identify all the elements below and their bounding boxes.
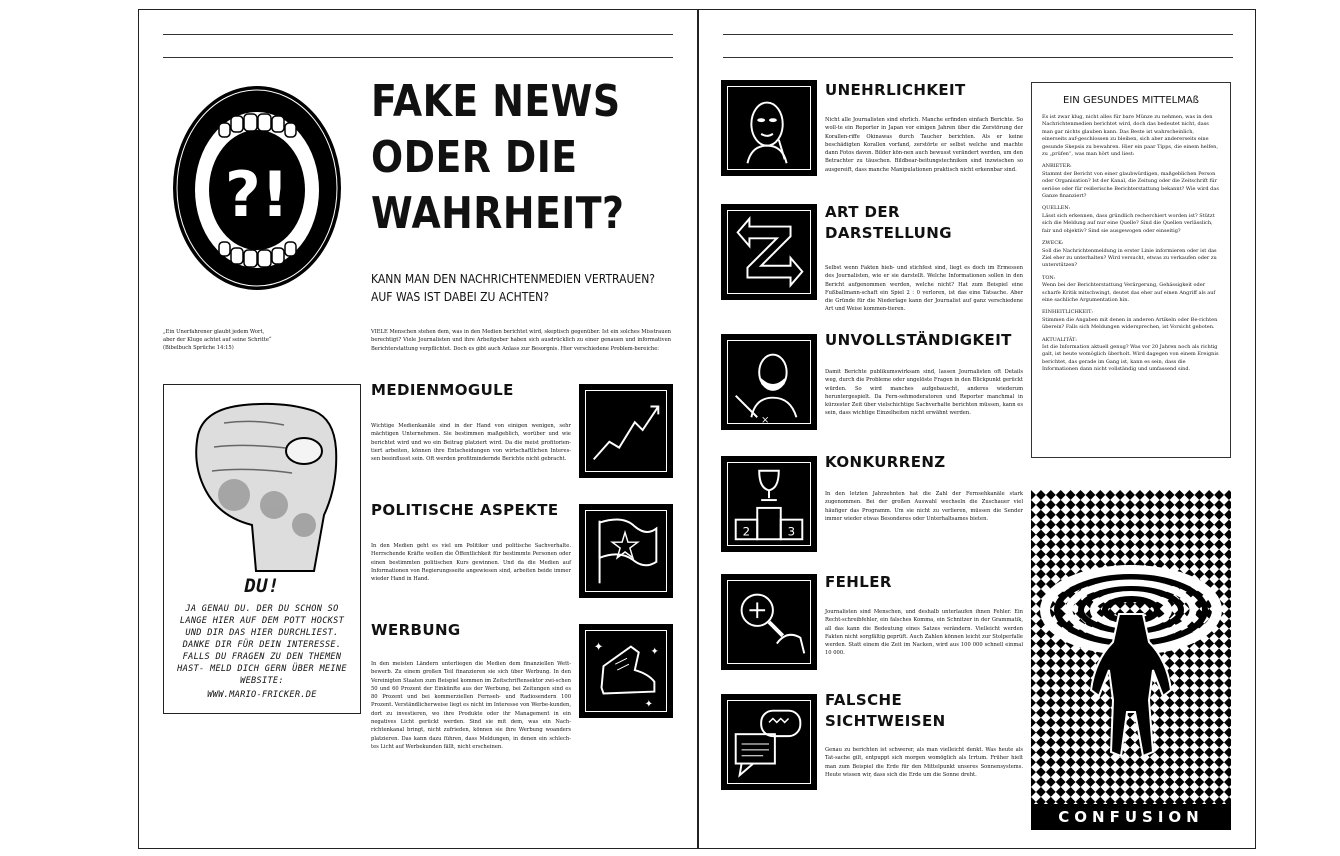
title-line: ODER DIE	[371, 132, 578, 183]
speech-bubbles-icon	[721, 694, 817, 790]
sidebar-item-label: AKTUALITÄT:	[1042, 336, 1077, 343]
section-heading-konkurrenz	[825, 452, 946, 473]
du-box	[163, 384, 361, 714]
svg-text:3: 3	[787, 524, 796, 539]
confusion-poster	[1031, 490, 1231, 830]
mouth-glyph: ?!	[224, 158, 290, 231]
sidebar-item	[1042, 337, 1220, 374]
sidebar-item-text: Stimmen die Angaben mit denen in anderen Artikeln oder Be-richten überein? Falls sich Meldungen widersprechen, ist Vorsicht geboten.	[1042, 316, 1218, 331]
sidebar-item-text: Wenn bei der Berichterstattung Verärgerung, Gehässigkeit oder scharfe Kritik mitschwingt, deutet das eher auf einen Angriff als auf eine sachliche Argumentation hin.	[1042, 282, 1216, 303]
heading-line: DARSTELLUNG	[825, 224, 952, 242]
rising-chart-icon	[579, 384, 673, 478]
flag-icon	[579, 504, 673, 598]
top-rule	[723, 34, 1233, 35]
subtitle	[371, 270, 655, 306]
tips-sidebar	[1031, 82, 1231, 458]
sidebar-item-label: ANBIETER:	[1042, 163, 1072, 170]
svg-text:✦: ✦	[650, 646, 659, 658]
sidebar-item-label: QUELLEN:	[1042, 205, 1071, 212]
section-text-unehrlichkeit: Nicht alle Journalisten sind ehrlich. Manche erfinden einfach Berichte. So woll-te ein Reporter in Japan vor einigen Jahren über die Zerstörung der Korallen-riffe Okinawas durch Taucher berichten. Als er keine beschädigten Korallen vorfand, zerstörte er selbst welche und machte dann Fotos davon. Bilder kön-nen auch bewusst verändert werden, um den Betrachter zu täuschen. Bildbear-beitungstechniken sind inzwischen so ausgereift, dass manche Manipulationen praktisch nicht erkennbar sind.	[825, 117, 1023, 173]
pointing-finger-illustration	[164, 395, 360, 575]
heading-line: SICHTWEISEN	[825, 712, 946, 730]
top-rule	[163, 34, 673, 35]
title-line: WAHRHEIT?	[371, 188, 625, 239]
sneaker-icon	[579, 624, 673, 718]
section-text-falsche-sichtweisen: Genau zu berichten ist schwerer, als man vielleicht denkt. Was heute als Tat-sache gilt, entpuppt sich morgen womöglich als Irrtum. Früher hielt man zum Beispiel die Erde für den Mittelpunkt unseres Sonnensystems. Heute wissen wir, dass sich die Erde um die Sonne dreht.	[825, 747, 1023, 778]
top-rule	[723, 57, 1233, 58]
title-line: FAKE NEWS	[371, 76, 621, 127]
heading-line: FEHLER	[825, 573, 892, 591]
quote-line: „Ein Unerfahrener glaubt jedem Wort,	[163, 329, 265, 335]
subtitle-line: AUF WAS IST DABEI ZU ACHTEN?	[371, 290, 549, 304]
sidebar-item-text: Stammt der Bericht von einer glaubwürdigen, maßgeblichen Person oder Organisation? Ist der Kanal, die Zeitung oder die Zeitschrift für seriöse oder für reißerische Berichterstattung bekannt? Wie wird das Ganze finanziert?	[1042, 170, 1219, 200]
intro-text: VIELE Menschen stehen dem, was in den Medien berichtet wird, skeptisch gegenüber. Ist ein solches Misstrauen berechtigt? Viele Journalisten und ihre Arbeitgeber haben sich ausdrücklich zu einer genauen und informativen Berichterstattung verpflichtet. Doch es gibt auch Anlass zur Besorgnis. Hier verschiedene Problem-bereiche:	[371, 329, 671, 352]
sidebar-item	[1042, 240, 1220, 270]
section-heading-unvollstaendigkeit	[825, 330, 1012, 351]
sidebar-item-text: Lässt sich erkennen, dass gründlich recherchiert worden ist? Stützt sich die Meldung auf nur eine Quelle? Sind die Quellen verlässlich, fair und objektiv? Sind sie ausgewogen oder einseitig?	[1042, 212, 1215, 234]
section-heading-medienmogule: MEDIENMOGULE	[371, 381, 514, 399]
sidebar-title: EIN GESUNDES MITTELMAß	[1063, 95, 1199, 106]
sidebar-item-label: EINHEITLICHKEIT:	[1042, 309, 1094, 316]
section-heading-art-der-darstellung	[825, 202, 952, 244]
bible-quote	[163, 328, 273, 352]
section-heading-werbung: WERBUNG	[371, 621, 461, 639]
section-heading-politische-aspekte: POLITISCHE ASPEKTE	[371, 501, 559, 519]
section-text-fehler: Journalisten sind Menschen, und deshalb unterlaufen ihnen Fehler. Ein Recht-schreibfehler, ein falsches Komma, ein Schnitzer in der Grammatik, all das kann die Bedeutung eines Satzes verändern. Vielleicht werden Fakten nicht sorgfältig geprüft. Auch Zahlen können leicht zur Stolperfalle werden. Statt einem die Zeit im Nacken, wird aus 100 000 schnell einmal 10 000.	[825, 609, 1023, 657]
sidebar-item-label: TON:	[1042, 274, 1056, 281]
top-rule	[163, 57, 673, 58]
svg-text:✦: ✦	[644, 699, 653, 711]
sidebar-item-text: Ist die Information aktuell genug? Was vor 20 Jahren noch als richtig galt, ist heute womöglich überholt. Wird dagegen von einem Ereignis berichtet, das gerade im Gang ist, kann es sein, dass die Informationen dann nicht vollständig und umfassend sind.	[1042, 343, 1219, 373]
du-message: JA GENAU DU. DER DU SCHON SO LANGE HIER AUF DEM POTT HOCKST UND DIR DAS HIER DURCHLIEST. DANKE DIR FÜR DEIN INTERESSE. FALLS DU FRAGEN ZU DEN THEMEN HAST- MELD DICH GERN ÜBER MEINE WEBSITE:	[177, 604, 347, 686]
magnifier-minus-icon	[721, 574, 817, 670]
svg-text:2: 2	[742, 524, 751, 539]
sidebar-intro: Es ist zwar klug, nicht alles für bare Münze zu nehmen, was in den Nachrichtenmedien berichtet wird, doch das bedeutet nicht, dass man gar nichts glauben kann. Das Beste ist wahrscheinlich, einerseits auf-geschlossen zu bleiben, sich aber andererseits eine gesunde Skepsis zu bewahren. Hier ein paar Tipps, die einem helfen, zu „prüfen“, was man hört und liest:	[1042, 114, 1218, 158]
poster-caption: CONFUSION	[1058, 808, 1204, 826]
section-heading-unehrlichkeit	[825, 80, 966, 101]
sidebar-item	[1042, 275, 1220, 305]
website-link[interactable]: WWW.MARIO-FRICKER.DE	[207, 690, 317, 700]
page-title	[371, 74, 624, 242]
section-text-konkurrenz: In den letzten Jahrzehnten hat die Zahl der Fernsehkanäle stark zugenommen. Bei der großen Auswahl wechseln die Zuschauer viel häufiger das Programm. Um sie nicht zu verlieren, müssen die Sender immer wieder etwas Besonderes oder Unterhaltsames bieten.	[825, 491, 1023, 522]
podium-trophy-icon	[721, 456, 817, 552]
sidebar-item	[1042, 163, 1220, 200]
section-text-politische-aspekte: In den Medien geht es viel um Politiker und politische Sachverhalte. Herrschende Kräfte wollen die Öffentlichkeit für bestimmte Personen oder einen bestimmten politischen Kurs gewinnen. Und da die Medien auf Informationen von Regierungsseite angewiesen sind, arbeiten beide immer wieder Hand in Hand.	[371, 543, 571, 583]
right-page	[698, 9, 1256, 849]
subtitle-line: KANN MAN DEN NACHRICHTENMEDIEN VERTRAUEN?	[371, 272, 656, 286]
quote-line: aber der Kluge achtet auf seine Schritte“	[163, 337, 272, 343]
du-heading: DU!	[244, 575, 280, 597]
left-page	[138, 9, 698, 849]
svg-text:✦: ✦	[593, 639, 604, 654]
sidebar-item-text: Soll die Nachrichtenmeldung in erster Linie informieren oder ist das Ziel eher zu unterhalten? Wird versucht, etwas zu verkaufen oder zu unterstützen?	[1042, 247, 1217, 269]
sidebar-item	[1042, 309, 1220, 331]
section-heading-fehler	[825, 572, 892, 593]
shouting-mouth-illustration	[165, 76, 357, 306]
mask-face-icon	[721, 80, 817, 176]
heading-line: FALSCHE	[825, 691, 903, 709]
heading-line: UNEHRLICHKEIT	[825, 81, 966, 99]
svg-text:×: ×	[761, 415, 770, 427]
section-text-medienmogule: Wichtige Medienkanäle sind in der Hand von einigen wenigen, sehr mächtigen Unternehmen. Sie bestimmen maßgeblich, worüber und wie berichtet wird und wo ein Beitrag platziert wird. Da die meist profitorien-tiert arbeiten, können ihre Entscheidungen von wirtschaftlichen Interes-sen beeinflusst sein. Oft werden profitmindernde Berichte nicht gebracht.	[371, 423, 571, 463]
sidebar-item	[1042, 205, 1220, 235]
section-text-art-der-darstellung: Selbst wenn Fakten hieb- und stichfest sind, liegt es doch im Ermessen des Journalisten, wie er sie darstellt. Welche Informationen sollen in den Bericht aufgenommen werden, welche nicht? Hat zum Beispiel eine Fußballmann-schaft ein Spiel 2 : 0 verloren, ist das eine Tatsache. Aber die Gründe für die Niederlage kann der Journalist auf ganz verschiedene Art und Weise kommen-tieren.	[825, 265, 1023, 313]
section-text-unvollstaendigkeit: Damit Berichte publikumswirksam sind, lassen Journalisten oft Details weg, durch die Probleme oder ungelöste Fragen in den Blickpunkt gerückt würden. So wird manches aufgebauscht, anderes wiederum heruntergespielt. Da Fern-sehmoderatoren und Reporter manchmal in kürzester Zeit über vielschichtige Sachverhalte berichten müssen, kann es sein, dass wichtige Einzelheiten nicht erwähnt werden.	[825, 369, 1023, 417]
z-arrows-icon	[721, 204, 817, 300]
covered-mouth-icon	[721, 334, 817, 430]
section-text-werbung: In den meisten Ländern unterliegen die Medien dem finanziellen Wett-bewerb. Zu einem großen Teil finanzieren sie sich über Werbung. In den Vereinigten Staaten zum Beispiel kommen im Zeitschriftensektor zwi-schen 50 und 60 Prozent der Einkünfte aus der Werbung, bei Zeitungen sind es 80 Prozent und bei kommerziellen Fernseh- und Radiosendern 100 Prozent. Verständlicherweise liegt es nicht im Interesse von Werbe-kunden, dort zu investieren, wo ihre Produkte oder ihr Management in ein negatives Licht gerückt werden. Sind sie mit dem, was ein Nach-richtenkanal bringt, nicht zufrieden, können sie ihre Werbung woanders platzieren. Das kann dazu führen, dass Meldungen, in denen ein schlech-tes Licht auf Werbekunden fällt, nicht erscheinen.	[371, 661, 571, 750]
section-heading-falsche-sichtweisen	[825, 690, 946, 732]
quote-line: (Bibelbuch Sprüche 14:15)	[163, 345, 234, 351]
heading-line: UNVOLLSTÄNDIGKEIT	[825, 331, 1012, 349]
sidebar-item-label: ZWECK:	[1042, 240, 1064, 247]
op-art-illustration	[1031, 490, 1231, 830]
heading-line: ART DER	[825, 203, 900, 221]
heading-line: KONKURRENZ	[825, 453, 946, 471]
